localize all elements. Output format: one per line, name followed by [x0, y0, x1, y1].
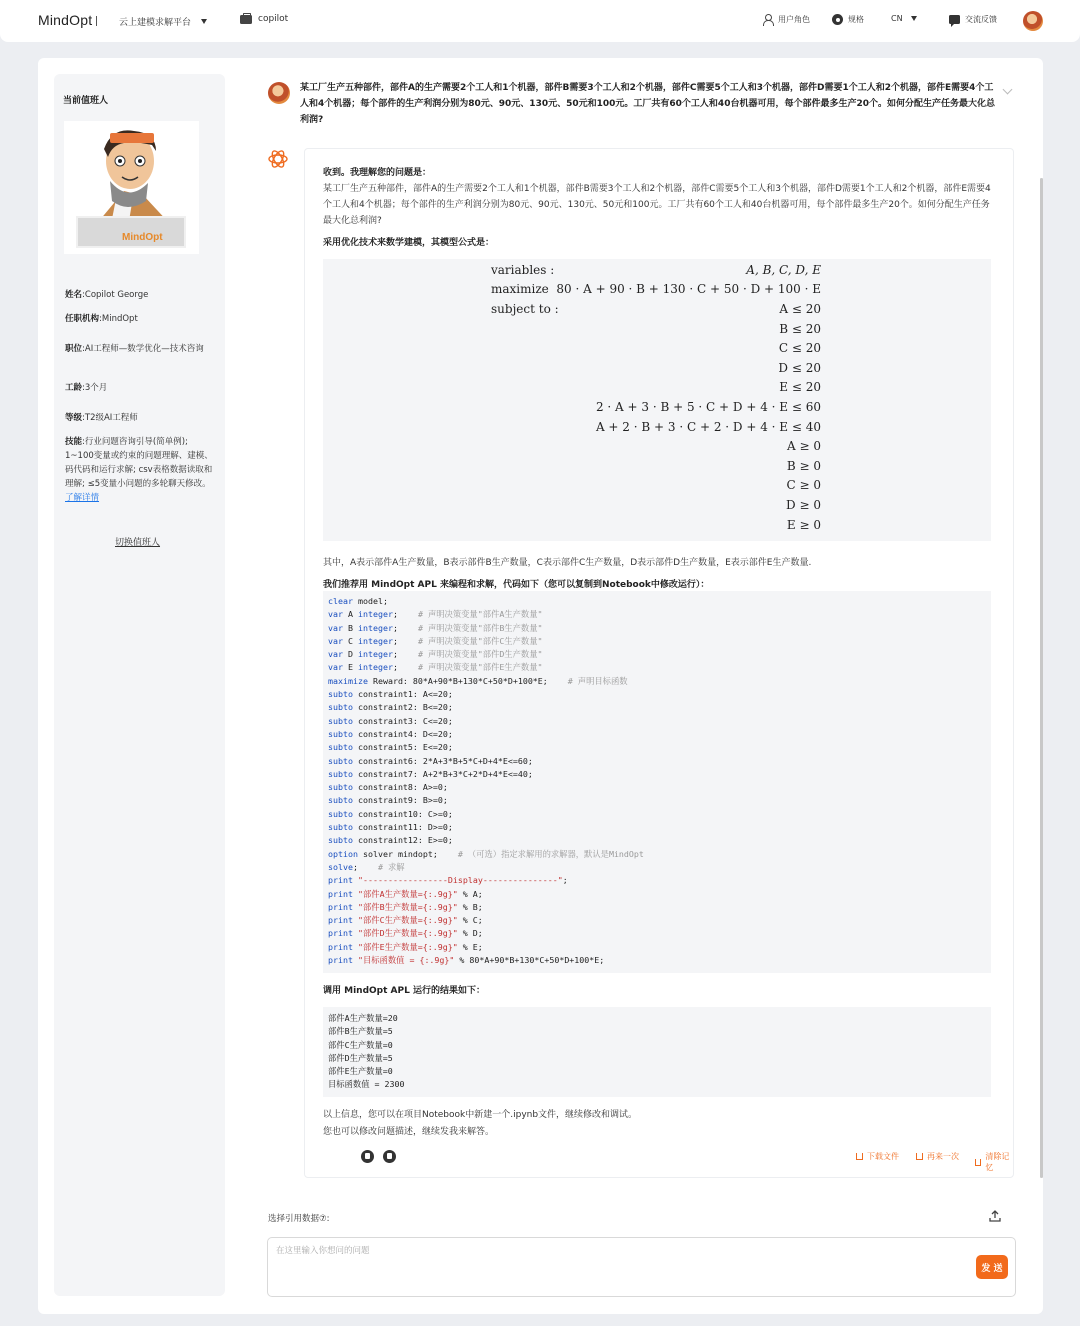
answer-code-intro: 我们推荐用 MindOpt APL 来编程和求解，代码如下（您可以复制到Notebook中修改运行）：: [323, 580, 710, 590]
chat-icon: [949, 15, 960, 24]
clear-label: 清除记忆: [985, 1152, 1010, 1172]
info-name: 姓名:Copilot George: [65, 290, 149, 300]
math-constraint: B ≥ 0: [786, 458, 821, 473]
math-constraint: C ≥ 0: [786, 478, 821, 493]
feedback-button[interactable]: [949, 14, 997, 25]
code-line: subto constraint12: E>=0;: [328, 835, 453, 846]
avatar[interactable]: [1023, 11, 1043, 31]
result-line: 部件E生产数量=0: [328, 1066, 393, 1077]
math-subject-label: subject to :: [491, 302, 559, 316]
code-line: subto constraint7: A+2*B+3*C+2*D+4*E<=40;: [328, 768, 533, 779]
question-input-box: [267, 1237, 1016, 1297]
info-org: 任职机构:MindOpt: [65, 314, 138, 324]
copilot-bot-icon: [267, 148, 289, 170]
rules-label: 规格: [848, 15, 864, 24]
user-icon: [762, 14, 773, 25]
info-level: 等级:T2级AI工程师: [65, 413, 138, 423]
code-line: subto constraint4: D<=20;: [328, 728, 453, 739]
download-label: 下载文件: [867, 1152, 899, 1161]
result-output-block: [323, 1007, 991, 1097]
trash-icon: [975, 1159, 981, 1166]
retry-button[interactable]: [916, 1151, 959, 1162]
code-line: option solver mindopt; # （可选）指定求解用的求解器，默认是MindOpt: [328, 848, 644, 859]
thumbs-down-icon[interactable]: [383, 1150, 396, 1163]
language-label: CN: [891, 14, 903, 23]
skills-detail-link[interactable]: 了解详情: [65, 493, 100, 503]
scrollbar-thumb[interactable]: [1040, 178, 1043, 1178]
math-objective: 80 · A + 90 · B + 130 · C + 50 · D + 100 · E: [556, 282, 821, 296]
info-tenure: 工龄:3个月: [65, 383, 108, 393]
math-constraint: A + 2 · B + 3 · C + 2 · D + 4 · E ≤ 40: [595, 419, 821, 434]
brand-logo[interactable]: MindOpt: [38, 12, 93, 28]
switch-duty-person-link[interactable]: 切换值班人: [115, 538, 161, 548]
code-line: print "部件C生产数量={:.9g}" % C;: [328, 915, 483, 926]
user-question: 某工厂生产五种部件，部件A的生产需要2个工人和1个机器，部件B需要3个工人和2个机器，部件C需要5个工人和3个机器，部件D需要1个工人和2个机器，部件E需要4个工人和4个机器；每个部件的生产利润分别为80元、90元、130元、50元和100元。工厂共有60个工人和40台机器可用，每个部件最多生产20个。如何分配生产任务最大化总利润?: [300, 83, 995, 125]
platform-dropdown[interactable]: [119, 15, 207, 28]
answer-result-intro: 调用 MindOpt APL 运行的结果如下：: [323, 986, 485, 996]
result-line: 部件A生产数量=20: [328, 1013, 398, 1023]
code-line: print "部件B生产数量={:.9g}" % B;: [328, 901, 483, 912]
answer-closing-2: 您也可以修改问题描述，继续发我来解答。: [323, 1127, 495, 1137]
math-constraint: E ≤ 20: [779, 380, 821, 395]
top-navbar: [0, 0, 1080, 42]
user-role-button[interactable]: [762, 14, 810, 25]
answer-received: 收到。我理解您的问题是：: [323, 168, 432, 178]
download-file-button[interactable]: [856, 1151, 899, 1162]
download-icon: [856, 1153, 863, 1160]
code-line: print "-----------------Display---------------";: [328, 875, 568, 886]
result-line: 目标函数值 = 2300: [328, 1079, 405, 1090]
code-line: subto constraint8: A>=0;: [328, 782, 448, 793]
code-line: var B integer; # 声明决策变量"部件B生产数量": [328, 622, 543, 633]
math-constraint: D ≥ 0: [786, 498, 821, 512]
code-line: clear model;: [328, 596, 388, 606]
math-constraint: D ≤ 20: [778, 360, 821, 375]
code-line: maximize Reward: 80*A+90*B+130*C+50*D+100*E; # 声明目标函数: [328, 675, 628, 686]
answer-variable-description: 其中，A表示部件A生产数量，B表示部件B生产数量，C表示部件C生产数量，D表示部件D生产数量，E表示部件E生产数量.: [323, 558, 812, 568]
copilot-label: copilot: [258, 14, 289, 24]
answer-model-intro: 采用优化技术来数学建模，其模型公式是：: [323, 238, 495, 248]
question-input[interactable]: [276, 1244, 966, 1288]
sidebar-heading: 当前值班人: [63, 96, 109, 106]
math-constraint: C ≤ 20: [778, 341, 821, 356]
thumbs-up-icon[interactable]: [361, 1150, 374, 1163]
briefcase-icon: [240, 15, 252, 24]
main-panel: [38, 58, 1043, 1314]
code-line: print "部件D生产数量={:.9g}" % D;: [328, 928, 483, 939]
math-variables-label: variables :: [491, 263, 555, 277]
math-constraint: 2 · A + 3 · B + 5 · C + D + 4 · E ≤ 60: [595, 400, 821, 414]
result-line: 部件B生产数量=5: [328, 1026, 393, 1037]
code-line: subto constraint10: C>=0;: [328, 808, 453, 819]
platform-label: 云上建模求解平台: [119, 18, 192, 28]
math-variables: A, B, C, D, E: [746, 263, 821, 277]
code-line: subto constraint9: B>=0;: [328, 795, 448, 806]
code-line: print "部件E生产数量={:.9g}" % E;: [328, 941, 483, 952]
code-line: var D integer; # 声明决策变量"部件D生产数量": [328, 649, 543, 660]
code-line: subto constraint11: D>=0;: [328, 822, 453, 833]
math-constraint: E ≥ 0: [786, 517, 821, 532]
cite-data-label[interactable]: 选择引用数据⑦:: [268, 1214, 330, 1224]
info-skills: 技能:行业问题咨询引导(简单例); 1~100变量或约束的问题理解、建模、码代码和运行求解; csv表格数据读取和理解; ≤5变量小问题的多轮聊天修改。 了解详情: [65, 437, 213, 503]
user-avatar: [268, 82, 290, 104]
user-role-label: 用户角色: [778, 15, 810, 24]
chevron-down-icon: [911, 16, 917, 21]
code-line: var E integer; # 声明决策变量"部件E生产数量": [328, 662, 543, 673]
brand-divider: [96, 16, 97, 26]
code-line: solve; # 求解: [328, 861, 405, 872]
feedback-label: 交流反馈: [965, 15, 997, 24]
edit-icon[interactable]: [1003, 85, 1013, 95]
result-line: 部件D生产数量=5: [328, 1052, 393, 1063]
upload-icon[interactable]: [989, 1210, 1001, 1222]
math-maximize-label: maximize: [491, 282, 549, 296]
result-line: 部件C生产数量=0: [328, 1039, 393, 1050]
portrait-badge: MindOpt: [122, 232, 163, 243]
math-constraint: B ≤ 20: [779, 321, 821, 336]
apl-code-block[interactable]: [323, 591, 991, 973]
language-dropdown[interactable]: [891, 14, 917, 23]
code-line: subto constraint6: 2*A+3*B+5*C+D+4*E<=60;: [328, 755, 533, 766]
code-line: var A integer; # 声明决策变量"部件A生产数量": [328, 609, 543, 620]
code-line: print "目标函数值 = {:.9g}" % 80*A+90*B+130*C+50*D+100*E;: [328, 955, 605, 966]
code-line: var C integer; # 声明决策变量"部件C生产数量": [328, 635, 543, 646]
math-constraint: A ≥ 0: [787, 439, 821, 454]
code-line: print "部件A生产数量={:.9g}" % A;: [328, 888, 483, 899]
code-line: subto constraint1: A<=20;: [328, 689, 453, 700]
math-constraint: A ≤ 20: [779, 302, 821, 316]
copilot-nav-link[interactable]: [240, 14, 288, 24]
duty-person-portrait: [64, 121, 199, 254]
answer-restated-question: 某工厂生产五种部件，部件A的生产需要2个工人和1个机器，部件B需要3个工人和2个机器，部件C需要5个工人和3个机器，部件D需要1个工人和2个机器，部件E需要4个工人和4个机器；每个部件的生产利润分别为80元、90元、130元、50元和100元。工厂共有60个工人和40台机器可用，每个部件最多生产20个。如何分配生产任务最大化总利润?: [323, 184, 991, 226]
rules-button[interactable]: [832, 14, 864, 25]
chevron-down-icon: [201, 19, 207, 24]
info-position: 职位:AI工程师—数学优化—技术咨询: [65, 344, 204, 354]
bot-answer-card: [304, 148, 1014, 1178]
code-line: subto constraint2: B<=20;: [328, 702, 453, 713]
math-model-block: [323, 259, 991, 541]
duty-person-sidebar: [54, 74, 225, 1296]
retry-icon: [916, 1153, 923, 1160]
code-line: subto constraint3: C<=20;: [328, 715, 453, 726]
send-button[interactable]: 发 送: [976, 1255, 1008, 1279]
code-line: subto constraint5: E<=20;: [328, 742, 453, 753]
answer-closing-1: 以上信息，您可以在项目Notebook中新建一个.ipynb文件，继续修改和调试。: [323, 1110, 638, 1120]
retry-label: 再来一次: [927, 1152, 959, 1161]
clear-memory-button[interactable]: [975, 1151, 1013, 1173]
gear-icon: [832, 14, 843, 25]
